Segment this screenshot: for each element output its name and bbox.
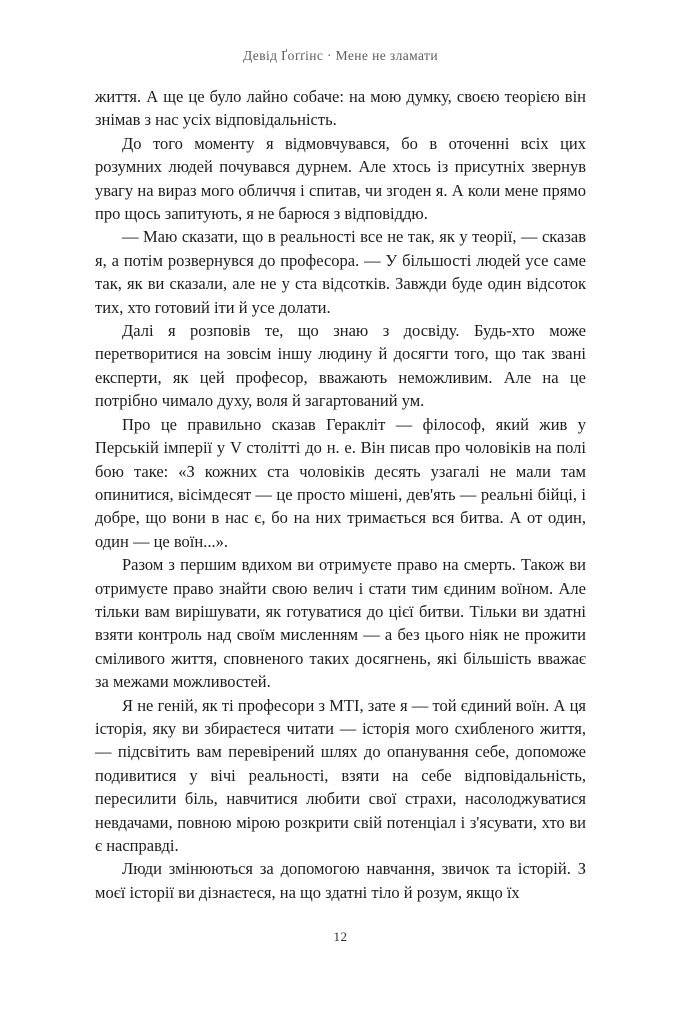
paragraph: Люди змінюються за допомогою навчання, звичок та історій. З моєї історії ви дізнаєтеся, на що здатні тіло й розум, якщо їх [95, 859, 586, 902]
paragraph: Я не геній, як ті професори з МТІ, зате я — той єдиний воїн. А ця історія, яку ви збираєтеся читати — історія мого схибленого життя, — підсвітить вам перевірений шлях до опанування себе, допоможе подивитися у вічі реальності, взяти на себе відповідальність, пересилити біль, навчитися любити свої страхи, насолоджуватися невдачами, повною мірою розкрити свій потенціал і з'ясувати, хто ви є насправді. [95, 695, 586, 855]
paragraph: Про це правильно сказав Геракліт — філософ, який жив у Перській імперії у V столітті до н. е. Він писав про чоловіків на полі бою таке: «З кожних ста чоловіків десять узагалі не мали там опинитися, вісімдесят — це просто мішені, дев'ять — реальні бійці, і добре, що вони в нас є, бо на них тримається вся битва. А от один, один — це воїн...». [95, 414, 586, 551]
paragraph: Далі я розповів те, що знаю з досвіду. Будь-хто може перетворитися на зовсім іншу людину й досягти того, що так звані експерти, як цей професор, вважають неможливим. Але на це потрібно чимало духу, воля й загартований ум. [95, 321, 586, 411]
paragraph: життя. А ще це було лайно собаче: на мою думку, своєю теорією він знімав з нас усіх відповідальність. [95, 87, 586, 130]
paragraph: Разом з першим вдихом ви отримуєте право на смерть. Також ви отримуєте право знайти свою велич і стати тим єдиним воїном. Але тільки вам вирішувати, як готуватися до цієї битви. Тільки ви здатні взяти контроль над своїм мисленням — а без цього ніяк не прожити сміливого життя, сповненого таких досягнень, які більшість вважає за межами можливостей. [95, 555, 586, 692]
running-header: Девід Ґоґґінс · Мене не зламати [243, 48, 438, 63]
paragraph: — Маю сказати, що в реальності все не так, як у теорії, — сказав я, а потім розвернувся до професора. — У більшості людей усе саме так, як ви сказали, але не у ста відсотків. Завжди буде один відсоток тих, хто готовий іти й усе долати. [95, 227, 586, 317]
page-body [95, 85, 586, 904]
paragraph: До того моменту я відмовчувався, бо в оточенні всіх цих розумних людей почувався дурнем. Але хтось із присутніх звернув увагу на вираз мого обличчя і спитав, чи згоден я. А коли мене прямо про щось запитують, я не барюся з відповіддю. [95, 133, 586, 224]
page-number: 12 [333, 929, 348, 944]
